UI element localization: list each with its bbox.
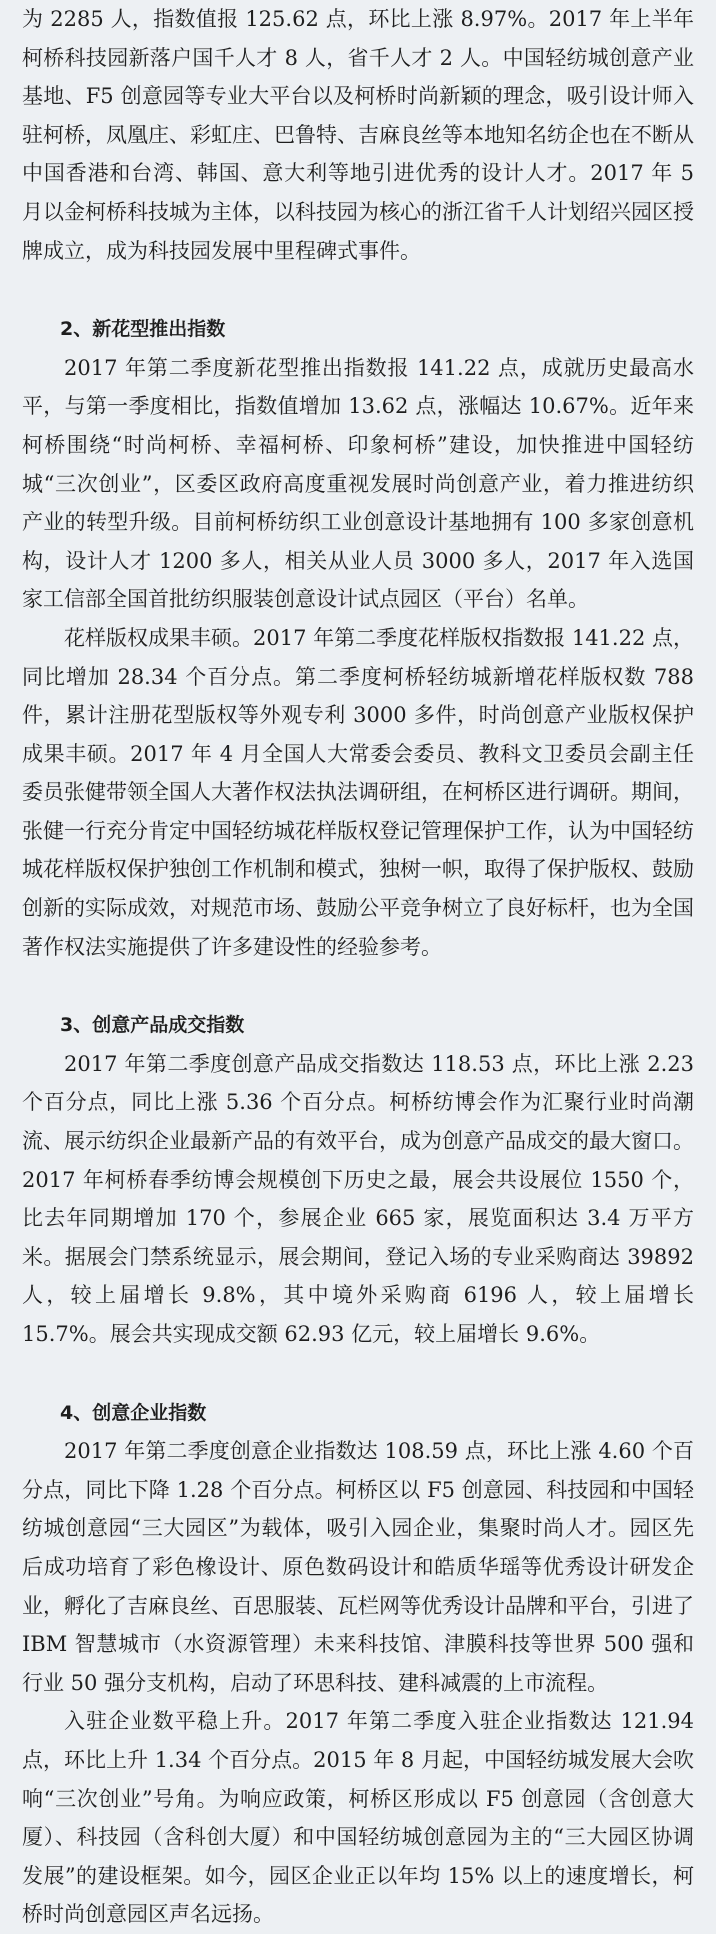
section-heading-new-pattern: 2、新花型推出指数 <box>60 318 226 341</box>
section-heading-creative-enterprise: 4、创意企业指数 <box>60 1401 207 1424</box>
creative-enterprise-paragraph-1: 2017 年第二季度创意企业指数达 108.59 点，环比上涨 4.60 个百分点，同比下降 1.28 个百分点。柯桥区以 F5 创意园、科技园和中国轻纺城创意园“三大园区”为载体，吸引入园企业，集聚时尚人才。园区先后成功培育了彩色橡设计、原色数码设计和皓质华瑶等优秀设计研发企业，孵化了吉麻良丝、百思服装、瓦栏网等优秀设计品牌和平台，引进了 IBM 智慧城市（水资源管理）未来科技馆、津膜科技等世界 500 强和行业 50 强分支机构，启动了环思科技、建科减震的上市流程。 <box>22 1439 694 1695</box>
creative-products-paragraph-1: 2017 年第二季度创意产品成交指数达 118.53 点，环比上涨 2.23 个百分点，同比上涨 5.36 个百分点。柯桥纺博会作为汇聚行业时尚潮流、展示纺织企业最新产品的有效平台，成为创意产品成交的最大窗口。2017 年柯桥春季纺博会规模创下历史之最，展会共设展位 1550 个，比去年同期增加 170 个，参展企业 665 家，展览面积达 3.4 万平方米。据展会门禁系统显示，展会期间，登记入场的专业采购商达 39892 人，较上届增长 9.8%，其中境外采购商 6196 人，较上届增长 15.7%。展会共实现成交额 62.93 亿元，较上届增长 9.6%。 <box>22 1051 694 1346</box>
new-pattern-paragraph-1: 2017 年第二季度新花型推出指数报 141.22 点，成就历史最高水平，与第一季度相比，指数值增加 13.62 点，涨幅达 10.67%。近年来柯桥围绕“时尚柯桥、幸福柯桥、印象柯桥”建设，加快推进中国轻纺城“三次创业”，区委区政府高度重视发展时尚创意产业，着力推进纺织产业的转型升级。目前柯桥纺织工业创意设计基地拥有 100 多家创意机构，设计人才 1200 多人，相关从业人员 3000 多人，2017 年入选国家工信部全国首批纺织服装创意设计试点园区（平台）名单。 <box>22 355 694 612</box>
new-pattern-paragraph-2: 花样版权成果丰硕。2017 年第二季度花样版权指数报 141.22 点，同比增加 28.34 个百分点。第二季度柯桥轻纺城新增花样版权数 788 件，累计注册花型版权等外观专利 3000 多件，时尚创意产业版权保护成果丰硕。2017 年 4 月全国人大常委会委员、教科文卫委员会副主任委员张健带领全国人大著作权法执法调研组，在柯桥区进行调研。期间，张健一行充分肯定中国轻纺城花样版权登记管理保护工作，认为中国轻纺城花样版权保护独创工作机制和模式，独树一帜，取得了保护版权、鼓励创新的实际成效，对规范市场、鼓励公平竞争树立了良好标杆，也为全国著作权法实施提供了许多建设性的经验参考。 <box>22 625 694 959</box>
section-heading-creative-products: 3、创意产品成交指数 <box>60 1014 245 1037</box>
intro-paragraph: 为 2285 人，指数值报 125.62 点，环比上涨 8.97%。2017 年上半年柯桥科技园新落户国千人才 8 人，省千人才 2 人。中国轻纺城创意产业基地、F5 创意园等专业大平台以及柯桥时尚新颖的理念，吸引设计师入驻柯桥，凤凰庄、彩虹庄、巴鲁特、吉麻良丝等本地知名纺企也在不断从中国香港和台湾、韩国、意大利等地引进优秀的设计人才。2017 年 5 月以金柯桥科技城为主体，以科技园为核心的浙江省千人计划绍兴园区授牌成立，成为科技园发展中里程碑式事件。 <box>22 7 694 263</box>
creative-enterprise-paragraph-2: 入驻企业数平稳上升。2017 年第二季度入驻企业指数达 121.94 点，环比上升 1.34 个百分点。2015 年 8 月起，中国轻纺城发展大会吹响“三次创业”号角。为响应政策，柯桥区形成以 F5 创意园（含创意大厦）、科技园（含科创大厦）和中国轻纺城创意园为主的“三大园区协调发展”的建设框架。如今，园区企业正以年均 15% 以上的速度增长，柯桥时尚创意园区声名远扬。 <box>22 1709 694 1927</box>
